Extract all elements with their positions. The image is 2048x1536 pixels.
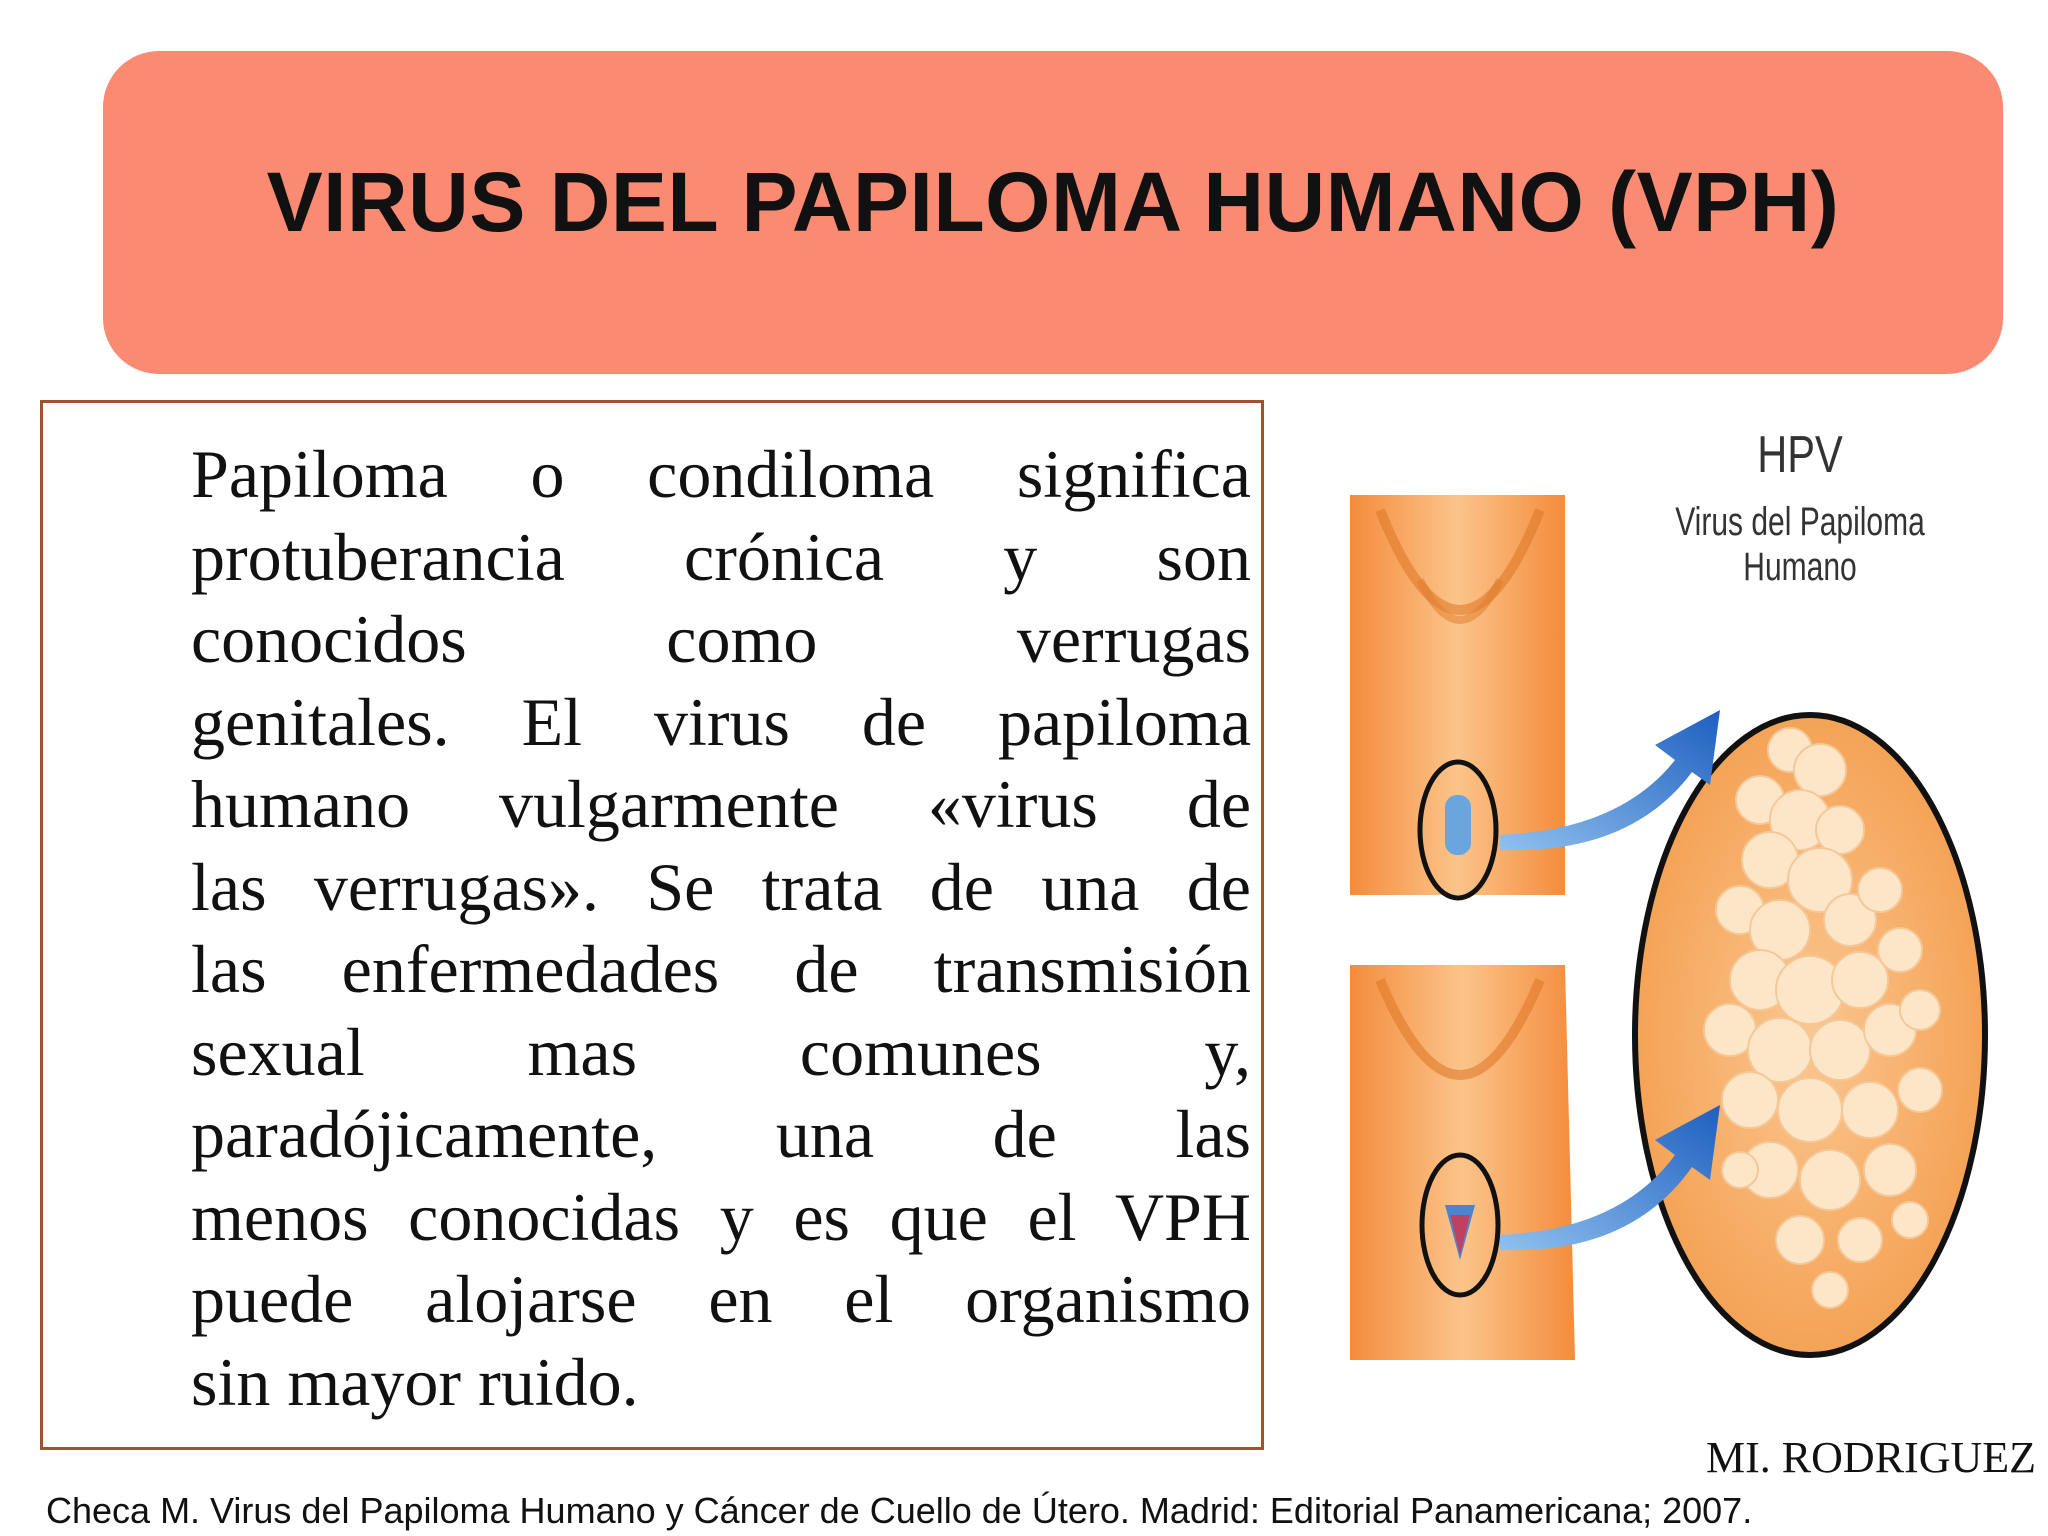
illustration-subheading: Virus del Papiloma Humano [1675, 500, 1925, 589]
body-line: conocidos como verrugas [191, 601, 1251, 677]
body-line: humano vulgarmente «virus de [191, 766, 1251, 842]
body-line: genitales. El virus de papiloma [191, 683, 1251, 760]
body-text-box [40, 400, 1264, 1450]
body-line: puede alojarse en el organismo [191, 1261, 1251, 1337]
citation: Checa M. Virus del Papiloma Humano y Cáncer de Cuello de Útero. Madrid: Editorial Panamericana; 2007. [46, 1490, 1753, 1531]
body-line: las enfermedades de transmisión [191, 931, 1251, 1007]
body-line: menos conocidas y es que el VPH [191, 1178, 1251, 1255]
author-signature: MI. RODRIGUEZ [1706, 1433, 2036, 1482]
body-paragraph [191, 433, 1251, 1423]
slide-title: VIRUS DEL PAPILOMA HUMANO (VPH) [266, 155, 1840, 249]
body-line: las verrugas». Se trata de una de [191, 848, 1251, 925]
magnified-wart-circle [1635, 715, 1985, 1355]
illustration-heading: HPV [1757, 426, 1843, 484]
body-line: sin mayor ruido. [191, 1343, 639, 1420]
title-banner [103, 51, 2003, 374]
body-line: protuberancia crónica y son [191, 518, 1251, 595]
body-line: Papiloma o condiloma significa [191, 436, 1251, 512]
body-line: sexual mas comunes y, [191, 1013, 1251, 1090]
female-torso-figure [1350, 965, 1575, 1360]
body-line: paradójicamente, una de las [191, 1096, 1251, 1172]
